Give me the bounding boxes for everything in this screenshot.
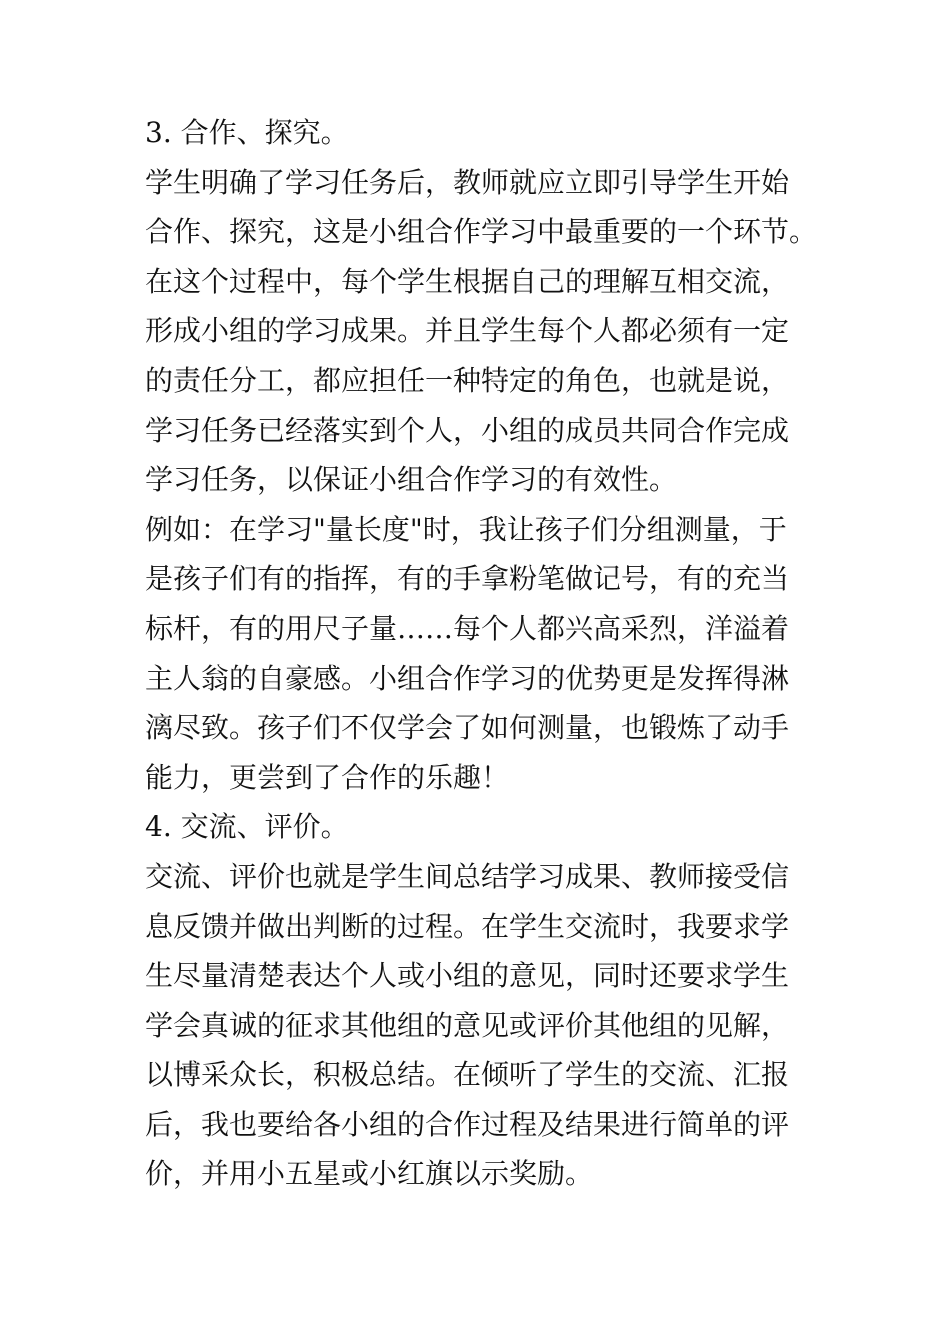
document-body (145, 108, 818, 1199)
paragraph-line: 漓尽致。孩子们不仅学会了如何测量，也锻炼了动手 (145, 711, 790, 745)
paragraph-line: 以博采众长，积极总结。在倾听了学生的交流、汇报 (145, 1058, 790, 1092)
paragraph-line: 能力，更尝到了合作的乐趣！ (145, 760, 510, 794)
paragraph-line: 学习任务，以保证小组合作学习的有效性。 (145, 463, 678, 497)
paragraph-line: 形成小组的学习成果。并且学生每个人都必须有一定 (145, 314, 790, 348)
paragraph-line: 在这个过程中，每个学生根据自己的理解互相交流， (145, 264, 790, 298)
paragraph-line: 息反馈并做出判断的过程。在学生交流时，我要求学 (145, 909, 790, 943)
paragraph-line: 学习任务已经落实到个人，小组的成员共同合作完成 (145, 413, 790, 447)
paragraph-line: 标杆，有的用尺子量……每个人都兴高采烈，洋溢着 (145, 611, 790, 645)
paragraph-line: 的责任分工，都应担任一种特定的角色，也就是说， (145, 363, 790, 397)
paragraph-line: 合作、探究，这是小组合作学习中最重要的一个环节。 (145, 215, 818, 249)
paragraph-line: 生尽量清楚表达个人或小组的意见，同时还要求学生 (145, 959, 790, 993)
paragraph-line: 价，并用小五星或小红旗以示奖励。 (145, 1157, 594, 1191)
paragraph-line: 例如：在学习"量长度"时，我让孩子们分组测量，于 (145, 512, 787, 546)
section-heading-3: 3. 合作、探究。 (145, 116, 349, 149)
paragraph-line: 交流、评价也就是学生间总结学习成果、教师接受信 (145, 859, 790, 893)
paragraph-line: 学会真诚的征求其他组的意见或评价其他组的见解， (145, 1008, 790, 1042)
section-heading-4: 4. 交流、评价。 (145, 810, 349, 844)
paragraph-line: 是孩子们有的指挥，有的手拿粉笔做记号，有的充当 (145, 562, 790, 596)
paragraph-line: 主人翁的自豪感。小组合作学习的优势更是发挥得淋 (145, 661, 790, 695)
paragraph-line: 学生明确了学习任务后，教师就应立即引导学生开始 (145, 165, 790, 199)
paragraph-line: 后，我也要给各小组的合作过程及结果进行简单的评 (145, 1107, 790, 1141)
